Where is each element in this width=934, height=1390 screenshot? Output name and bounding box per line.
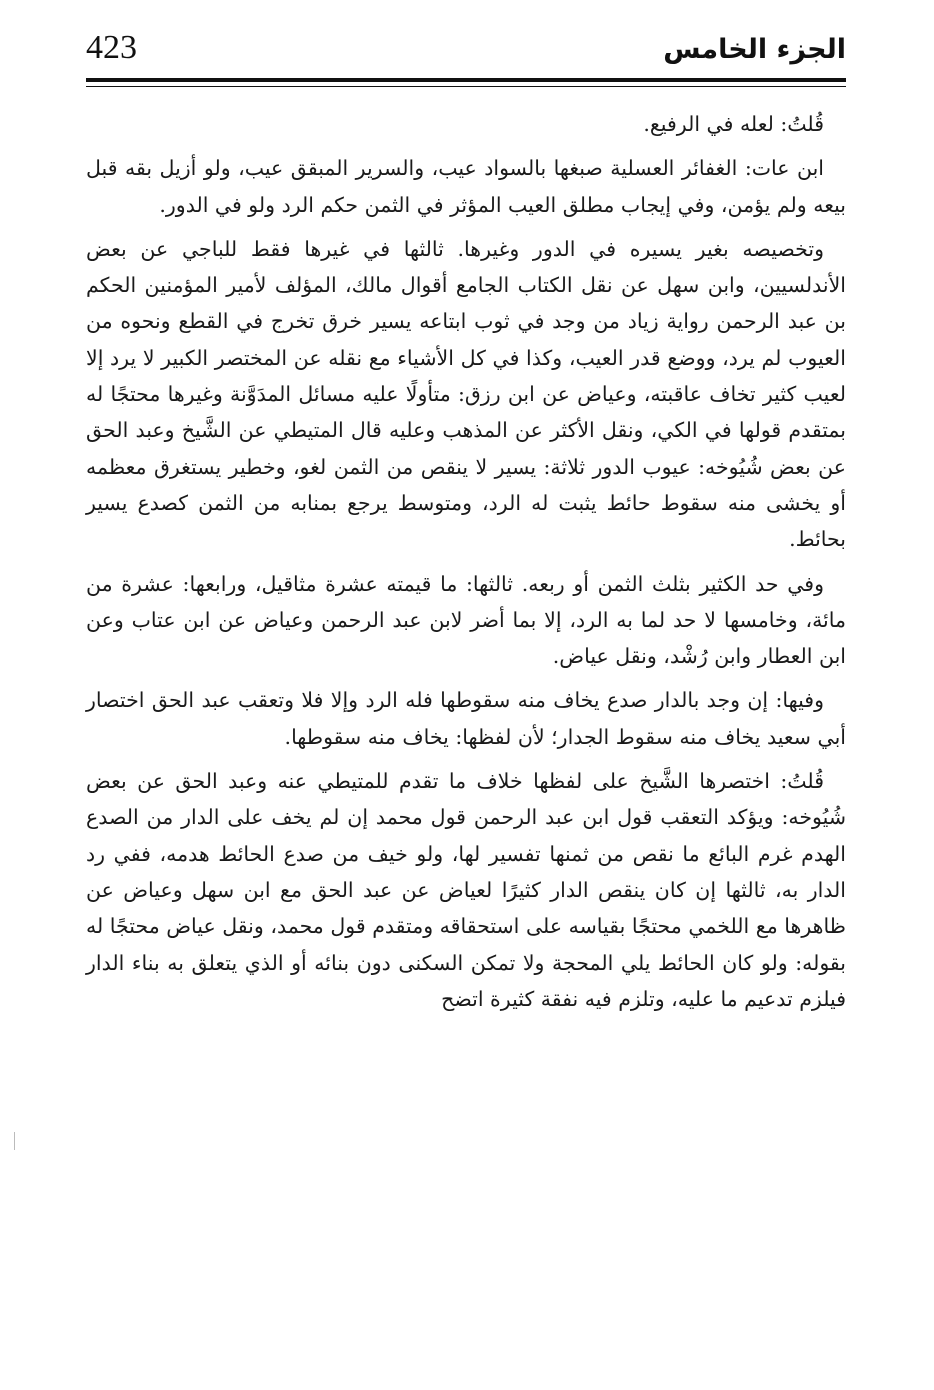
book-page — [86, 28, 846, 1368]
paragraph-1: قُلتُ: لعله في الرفيع. — [643, 112, 824, 136]
body-text — [86, 106, 846, 1017]
paragraph-5: وفيها: إن وجد بالدار صدع يخاف منه سقوطها فله الرد وإلا فلا وتعقب عبد الحق اختصار أبي سعيد يخاف منه سقوط الجدار؛ لأن لفظها: يخاف منه سقوطها. — [86, 688, 846, 749]
header-rule-thin — [86, 86, 846, 87]
scan-margin-mark — [14, 1132, 15, 1150]
paragraph-2: ابن عات: الغفائر العسلية صبغها بالسواد عيب، والسرير المبقق عيب، ولو أزيل بقه قبل بيعه ولم يؤمن، وفي إيجاب مطلق العيب المؤثر في الثمن حكم الرد ولو في الدور. — [86, 156, 846, 217]
page-header — [86, 28, 846, 82]
paragraph-3: وتخصيصه بغير يسيره في الدور وغيرها. ثالثها في غيرها فقط للباجي عن بعض الأندلسيين، وابن سهل عن نقل الكتاب الجامع أقوال مالك، المؤلف لأمير المؤمنين الحكم بن عبد الرحمن رواية زياد من وجد في ثوب ابتاعه يسير خرق تخرج في القطع ونحوه من العيوب لم يرد، ووضع قدر العيب، وكذا في كل الأشياء مع نقله عن المختصر الكبير لا يرد إلا لعيب كثير تخاف عاقبته، وعياض عن ابن رزق: متأولًا عليه مسائل المدَوَّنة وغيرها محتجًا له بمتقدم قولها في الكي، ونقل الأكثر عن المذهب وعليه قال المتيطي عن الشَّيخ وعبد الحق عن بعض شُيُوخه: عيوب الدور ثلاثة: يسير لا ينقص من الثمن لغو، وخطير يستغرق معظمه أو يخشى منه سقوط حائط يثبت له الرد، ومتوسط يرجع بمنابه من الثمن كصدع يسير بحائط. — [86, 236, 846, 552]
page-number: 423 — [86, 29, 137, 66]
paragraph-4: وفي حد الكثير بثلث الثمن أو ربعه. ثالثها: ما قيمته عشرة مثاقيل، ورابعها: عشرة من مائة، وخامسها لا حد لما به الرد، إلا بما أضر لابن عبد الرحمن وعياض عن ابن عتاب وعن ابن العطار وابن رُشْد، ونقل عياض. — [86, 571, 846, 669]
paragraph-6: قُلتُ: اختصرها الشَّيخ على لفظها خلاف ما تقدم للمتيطي عنه وعبد الحق عن بعض شُيُوخه: ويؤكد التعقب قول ابن عبد الرحمن قول محمد إن لم يخف على الدار من الصدع الهدم غرم البائع ما نقص من ثمنها تفسير لها، ولو خيف من صدع الحائط هدمه، ففي رد الدار به، ثالثها إن كان ينقص الدار كثيرًا لعياض عن عبد الحق مع ابن سهل وعياض عن ظاهرها مع اللخمي محتجًا بقياسه على استحقاقه ومتقدم قول محمد، ونقل عياض محتجًا له بقوله: ولو كان الحائط يلي المحجة ولا تمكن السكنى دون بنائه أو الذي يتعلق به بناء الدار فيلزم تدعيم ما عليه، وتلزم فيه نفقة كثيرة اتضح — [86, 769, 846, 1011]
running-head: الجزء الخامس — [663, 34, 846, 65]
header-rule-thick — [86, 78, 846, 82]
